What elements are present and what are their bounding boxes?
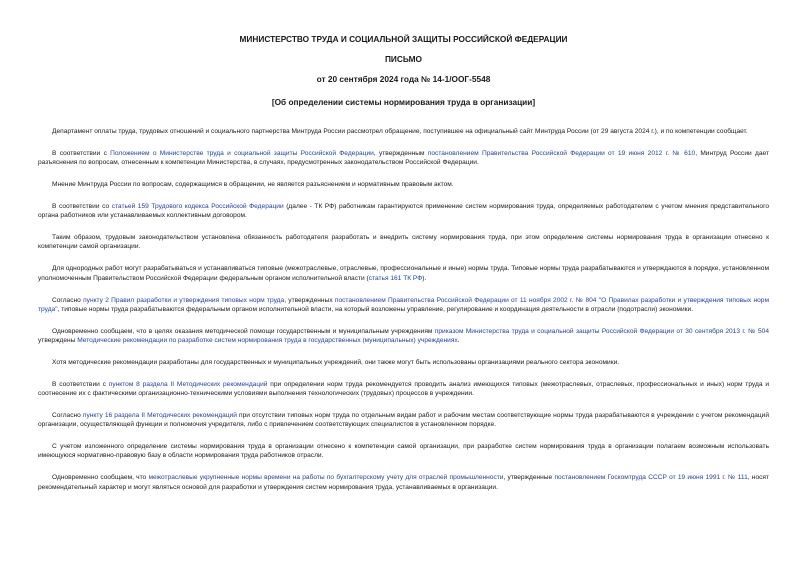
paragraph-text: Одновременно сообщаем, что в целях оказания методической помощи государственным и муниципальным учреждениям — [52, 327, 435, 335]
body-paragraph — [38, 411, 769, 430]
paragraph-text: , утвержденные — [503, 474, 555, 482]
document-link[interactable]: пункту 16 раздела II Методических рекомендаций — [82, 411, 237, 419]
document-type: ПИСЬМО — [384, 54, 423, 64]
paragraph-text: Таким образом, трудовым законодательством установлена обязанность работодателя разработать и внедрить систему нормирования труда, при этом определение системы нормирования труда в организации отнесено к компетенции самой организации. — [38, 234, 769, 251]
document-link[interactable]: Положением о Министерстве труда и социальной защиты Российской Федерации — [110, 149, 374, 157]
document-subject: [Об определении системы нормирования труда в организации] — [271, 97, 536, 107]
body-paragraph — [38, 442, 769, 461]
document-link[interactable]: статья 161 ТК РФ — [368, 274, 423, 282]
paragraph-text: В соответствии с — [52, 380, 109, 388]
paragraph-text: Мнение Минтруда России по вопросам, содержащимся в обращении, не является разъяснением и нормативным правовым актом. — [52, 181, 454, 189]
paragraph-text: Департамент оплаты труда, трудовых отношений и социального партнерства Минтруда России рассмотрел обращение, поступившее на официальный сайт Минтруда России (от 29 августа 2024 г.), и по компетенции сообщает. — [52, 128, 748, 135]
paragraph-text: утверждены — [38, 337, 78, 345]
paragraph-text: при отсутствии типовых норм труда по отдельным видам работ и рабочим местам соответствующие нормы труда разрабатываются в учреждении с учетом рекомендаций организации, осуществляющей функции и полномочия учредителя, либо с привлечением соответствующих специалистов в установленном порядке. — [38, 411, 770, 429]
document-link[interactable]: Методические рекомендации по разработке систем нормирования труда в государственных (муниципальных) учреждениях — [77, 337, 458, 345]
paragraph-text: , Минтруд России дает разъяснения по вопросам, отнесенным к компетенции Министерства, в случаях, предусмотренных законодательством Российской Федерации. — [38, 149, 769, 167]
body-paragraph — [38, 380, 769, 399]
paragraph-text: (далее - ТК РФ) работникам гарантируются применение систем нормирования труда, определяемых работодателем с учетом мнения представительного органа работников или устанавливаемых коллективным договором. — [38, 202, 769, 220]
paragraph-text: , носят рекомендательный характер и могут являться основой для разработки и утверждения систем нормирования труда, устанавливаемых в организации. — [38, 474, 769, 491]
paragraph-text: Одновременно сообщаем, что — [52, 474, 149, 482]
document-link[interactable]: постановлением Госкомтруда СССР от 19 июня 1991 г. № 111 — [554, 474, 748, 482]
paragraph-text: . — [457, 337, 460, 345]
paragraph-text: , утвержденных — [284, 296, 335, 304]
body-paragraph — [38, 358, 769, 367]
body-paragraph — [38, 202, 769, 221]
document-link[interactable]: постановлением Правительства Российской Федерации от 11 ноября 2002 г. № 804 "О Правилах разработки и утверждения типовых норм труда" — [38, 296, 769, 313]
body-paragraph — [38, 264, 769, 283]
paragraph-text: при определении норм труда рекомендуется проводить анализ имеющихся типовых (межотраслевых, отраслевых, профессиональных и иных) норм труда и соотнесение их с фактическими организационно-техническими условиями выполнения технологических (трудовых) процессов в учреждении. — [38, 380, 770, 398]
letter-body — [38, 127, 769, 492]
paragraph-text: С учетом изложенного определение системы нормирования труда в организации отнесено к компетенции самой организации, при разработке систем нормирования труда в организации полагаем возможным использовать имеющуюся нормативно-правовую базу в области нормирования труда работников отрасли. — [38, 443, 769, 460]
document-link[interactable]: пункту 2 Правил разработки и утверждения типовых норм труда — [83, 296, 285, 304]
paragraph-text: Согласно — [52, 411, 83, 419]
body-paragraph — [38, 180, 769, 189]
ministry-title: МИНИСТЕРСТВО ТРУДА И СОЦИАЛЬНОЙ ЗАЩИТЫ РОССИЙСКОЙ ФЕДЕРАЦИИ — [239, 34, 568, 44]
document-link[interactable]: приказом Министерства труда и социальной защиты Российской Федерации от 30 сентября 2013 г. № 504 — [434, 327, 769, 335]
document-link[interactable]: статьей 159 Трудового кодекса Российской Федерации — [111, 202, 284, 210]
body-paragraph — [38, 296, 769, 315]
body-paragraph — [38, 473, 769, 492]
body-paragraph — [38, 127, 769, 136]
paragraph-text: , типовые нормы труда разрабатываются федеральным органом исполнительной власти, на который возложены управление, регулирование и координация деятельности в отрасли (подотрасли) экономики. — [57, 305, 694, 313]
paragraph-text: Хотя методические рекомендации разработаны для государственных и муниципальных учреждений, они также могут быть использованы организациями реального сектора экономики. — [52, 358, 620, 366]
paragraph-text: , утвержденным — [373, 149, 428, 157]
paragraph-text: ). — [422, 274, 427, 282]
paragraph-text: Для однородных работ могут разрабатываться и устанавливаться типовые (межотраслевые, отраслевые, профессиональные и иные) нормы труда. Типовые нормы труда разрабатываются и утверждаются в порядке, установленном уполномоченным Правительством Российской Федерации федеральным органом исполнительной власти ( — [38, 265, 769, 282]
paragraph-text: В соответствии с — [52, 149, 111, 157]
paragraph-text: В соответствии со — [52, 202, 112, 210]
document-link[interactable]: пунктом 8 раздела II Методических рекомендаций — [108, 380, 268, 388]
paragraph-text: Согласно — [52, 296, 84, 304]
document-link[interactable]: постановлением Правительства Российской Федерации от 19 июня 2012 г. № 610 — [427, 149, 696, 157]
document-date-number: от 20 сентября 2024 года № 14-1/ООГ-5548 — [316, 74, 491, 84]
body-paragraph — [38, 233, 769, 252]
body-paragraph — [38, 327, 769, 346]
document-link[interactable]: межотраслевые укрупненные нормы времени на работы по бухгалтерскому учету для отраслей промышленности — [148, 474, 504, 482]
body-paragraph — [38, 149, 769, 168]
